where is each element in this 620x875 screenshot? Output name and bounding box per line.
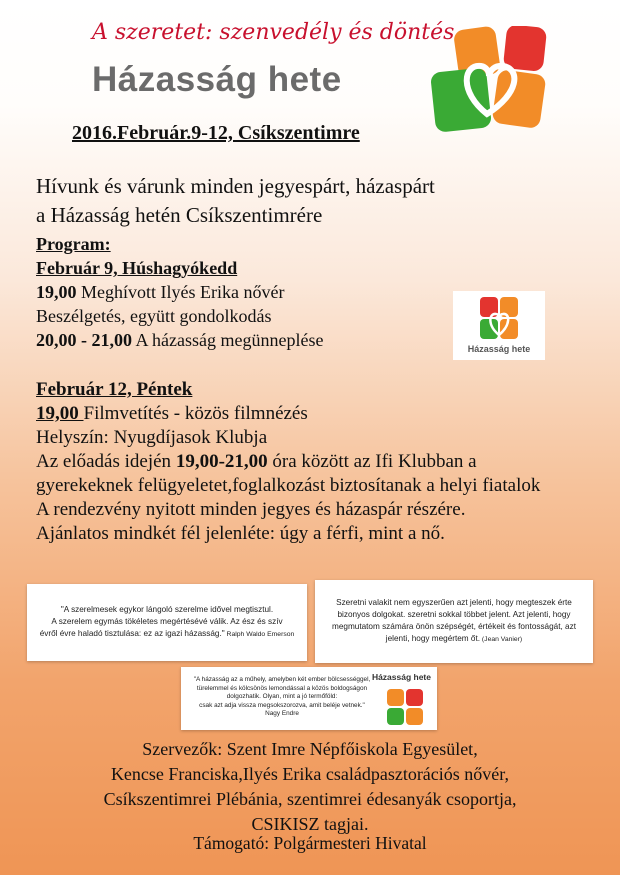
quote3-brand: Házasság hete <box>371 672 431 682</box>
quote3-author: Nagy Endre <box>265 710 299 718</box>
event-dateline: 2016.Február.9-12, Csíkszentimre <box>72 122 360 144</box>
quote-card-emerson <box>27 584 307 661</box>
day2-section <box>36 378 540 546</box>
invitation-line-1: Hívunk és várunk minden jegyespárt, házaspárt <box>36 174 435 198</box>
day2-recommendation: Ajánlatos mindkét fél jelenléte: úgy a férfi, mint a nő. <box>36 523 445 544</box>
day1-item-1-time: 19,00 <box>36 282 77 302</box>
organizers-line-4: CSIKISZ tagjai. <box>251 814 369 834</box>
day2-heading: Február 12, Péntek <box>36 379 193 400</box>
invitation-text <box>36 172 435 230</box>
slogan: A szeretet: szenvedély és döntés <box>92 20 455 45</box>
day2-item-1-text: Filmvetítés - közös filmnézés <box>83 403 308 424</box>
quote2-line-4-text: jelenti, hogy megértem őt. <box>385 634 481 643</box>
quote-card-vanier <box>315 580 593 663</box>
logo-shapes <box>430 26 547 133</box>
quote1-author: Ralph Waldo Emerson <box>224 631 295 638</box>
day1-item-3-text: A házasság megünneplése <box>132 330 324 350</box>
heart-blocks-small-icon <box>477 295 521 341</box>
page-title: Házasság hete <box>92 60 342 99</box>
quote2-line-2: bizonyos dolgokat. szeretni sokkal többet jelent. Azt jelenti, hogy <box>337 610 571 619</box>
childcare-pre: Az előadás idején <box>36 451 176 472</box>
day2-item-1-time: 19,00 <box>36 403 84 424</box>
organizers-line-1: Szervezők: Szent Imre Népfőiskola Egyesület, <box>142 739 478 759</box>
invitation-line-2: a Házasság hetén Csíkszentimrére <box>36 203 323 227</box>
hazassag-hete-badge <box>453 291 545 360</box>
quote1-line-3 <box>40 628 295 641</box>
quote3-text <box>187 676 377 719</box>
quote2-author: (Jean Vanier) <box>480 636 523 643</box>
day2-venue: Helyszín: Nyugdíjasok Klubja <box>36 427 268 448</box>
heart-blocks-logo-icon <box>423 26 551 136</box>
quote3-line-3: dolgozhatik. Olyan, mint a jó termőföld: <box>226 693 338 701</box>
program-heading: Program: <box>36 234 111 254</box>
day1-item-1 <box>36 280 323 304</box>
heart-blocks-mini-icon <box>385 687 427 727</box>
badge-label: Házasság hete <box>467 344 531 354</box>
quote3-line-4: csak azt adja vissza megsokszorozva, amit beléje vetnek." <box>199 701 365 709</box>
quote1-line-3-text: évről évre haladó tisztulása: ez az igazi házasság." <box>39 629 225 638</box>
day2-childcare-line-2: gyerekeknek felügyeletet,foglalkozást biztosítanak a helyi fiatalok <box>36 475 541 496</box>
quote1-line-1: "A szerelmesek egykor lángoló szerelme idővel megtisztul. <box>60 605 274 614</box>
day1-item-3 <box>36 328 323 352</box>
quote3-line-2: türelemmel és kölcsönös lemondással a közös boldogságon <box>196 684 368 692</box>
program-section <box>36 232 323 352</box>
quote1-line-2: A szerelem egymás tökéletes megértésévé válik. Az ész és szív <box>51 617 283 626</box>
day2-childcare <box>36 450 540 474</box>
organizers-line-3: Csíkszentimrei Plébánia, szentimrei édesanyák csoportja, <box>103 789 517 809</box>
quote-card-nagy-endre <box>181 667 437 730</box>
quote2-line-1: Szeretni valakit nem egyszerűen azt jelenti, hogy megteszek érte <box>336 598 572 607</box>
organizers <box>20 737 600 837</box>
sponsor: Támogató: Polgármesteri Hivatal <box>193 833 427 853</box>
quote2-line-3: megmutatom számára önön szépségét, értékeit és fontosságát, azt <box>332 622 576 631</box>
day1-item-3-time: 20,00 - 21,00 <box>36 330 132 350</box>
day2-item-1 <box>36 402 540 426</box>
childcare-post: óra között az Ifi Klubban a <box>267 451 477 472</box>
quote3-line-1: "A házasság az a műhely, amelyben két ember bölcsességgel, <box>193 676 371 683</box>
day1-heading: Február 9, Húshagyókedd <box>36 258 238 278</box>
day1-item-1-text: Meghívott Ilyés Erika nővér <box>76 282 285 302</box>
day2-open-to: A rendezvény nyitott minden jegyes és házaspár részére. <box>36 499 466 520</box>
childcare-time: 19,00-21,00 <box>175 451 268 472</box>
day1-item-2: Beszélgetés, együtt gondolkodás <box>36 306 272 326</box>
quote2-line-4 <box>332 633 576 646</box>
organizers-line-2: Kencse Franciska,Ilyés Erika családpasztorációs nővér, <box>110 764 510 784</box>
